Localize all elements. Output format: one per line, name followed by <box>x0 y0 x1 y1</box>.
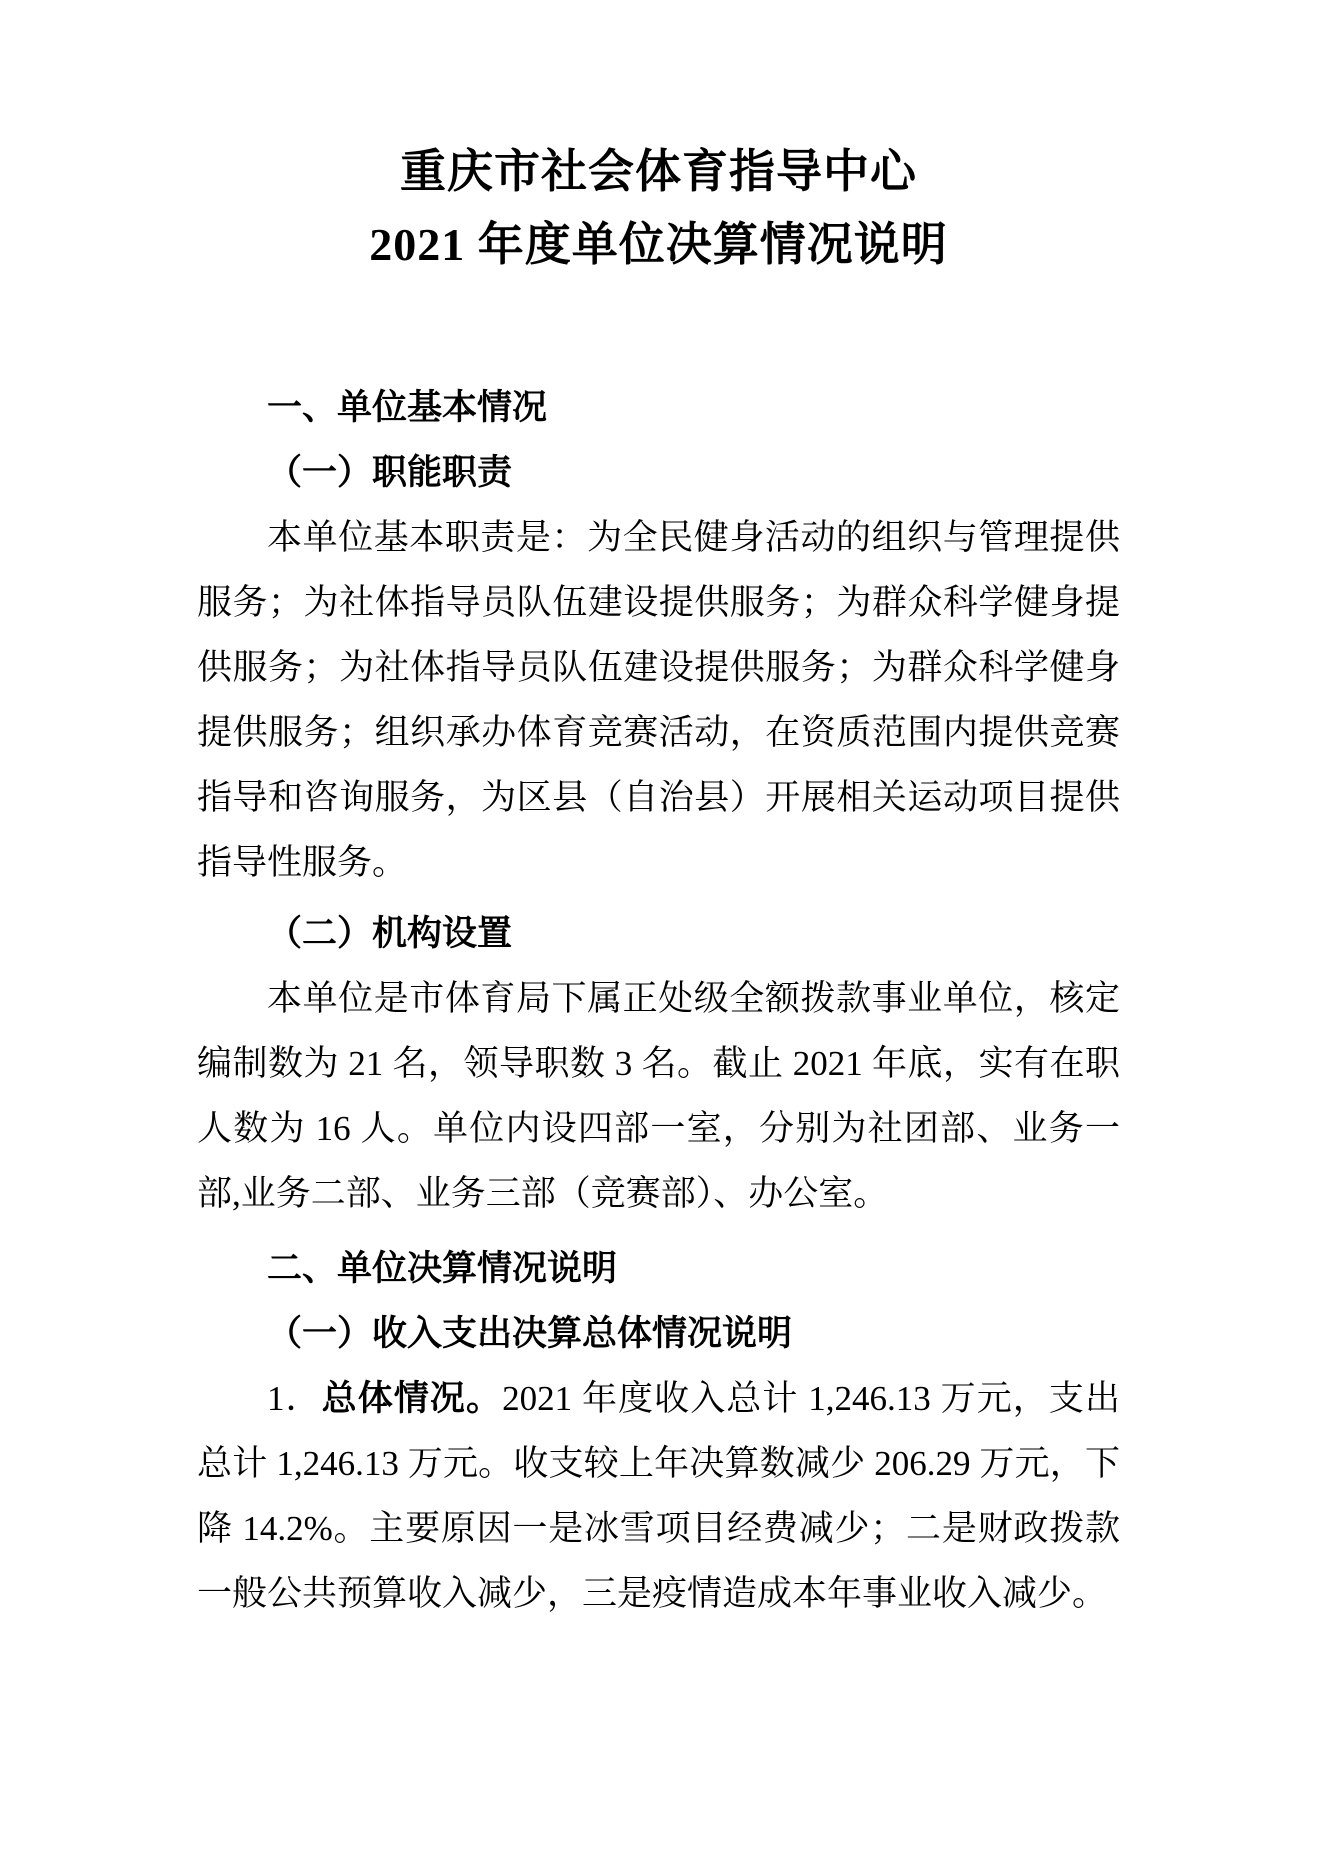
paragraph <box>197 1366 1120 1626</box>
heading-text: 二、单位决算情况说明 <box>267 1249 618 1288</box>
paragraph-line: 一般公共预算收入减少，三是疫情造成本年事业收入减少。 <box>197 1574 1108 1613</box>
section-heading <box>197 1236 1120 1301</box>
heading-text: 一、单位基本情况 <box>267 388 548 427</box>
section-heading <box>197 1301 1120 1366</box>
paragraph-line: 降 14.2%。主要原因一是冰雪项目经费减少；二是财政拨款 <box>197 1509 1120 1548</box>
paragraph-line: 人数为 16 人。单位内设四部一室，分别为社团部、业务一 <box>197 1109 1120 1148</box>
paragraph <box>197 966 1120 1226</box>
section-heading <box>197 440 1120 505</box>
document-title-line-1: 重庆市社会体育指导中心 <box>400 146 917 197</box>
bold-run: 总体情况。 <box>321 1379 503 1418</box>
document-title-line-2: 2021 年度单位决算情况说明 <box>369 219 948 270</box>
text-run: 2021 年度收入总计 1,246.13 万元，支出 <box>502 1379 1120 1418</box>
paragraph-line: 供服务；为社体指导员队伍建设提供服务；为群众科学健身 <box>197 648 1120 687</box>
paragraph-line <box>197 1366 1120 1431</box>
section-heading <box>197 375 1120 440</box>
text-run: 1． <box>267 1379 322 1418</box>
paragraph-line: 指导和咨询服务，为区县（自治县）开展相关运动项目提供 <box>197 778 1120 817</box>
paragraph-line: 服务；为社体指导员队伍建设提供服务；为群众科学健身提 <box>197 583 1120 622</box>
document-content <box>197 0 1120 1626</box>
section-heading <box>197 901 1120 966</box>
paragraph-line: 部,业务二部、业务三部（竞赛部）、办公室。 <box>197 1174 889 1213</box>
paragraph-line: 指导性服务。 <box>197 843 408 882</box>
document-body <box>197 375 1120 1626</box>
paragraph <box>197 505 1120 895</box>
heading-text: （二）机构设置 <box>267 914 513 953</box>
paragraph-line: 本单位基本职责是：为全民健身活动的组织与管理提供 <box>267 518 1120 557</box>
paragraph-line: 提供服务；组织承办体育竞赛活动，在资质范围内提供竞赛 <box>197 713 1120 752</box>
heading-text: （一）职能职责 <box>267 453 513 492</box>
paragraph-line: 本单位是市体育局下属正处级全额拨款事业单位，核定 <box>267 979 1120 1018</box>
heading-text: （一）收入支出决算总体情况说明 <box>267 1314 793 1353</box>
document-title <box>197 135 1120 281</box>
paragraph-line: 总计 1,246.13 万元。收支较上年决算数减少 206.29 万元，下 <box>197 1444 1120 1483</box>
paragraph-line: 编制数为 21 名，领导职数 3 名。截止 2021 年底，实有在职 <box>197 1044 1120 1083</box>
